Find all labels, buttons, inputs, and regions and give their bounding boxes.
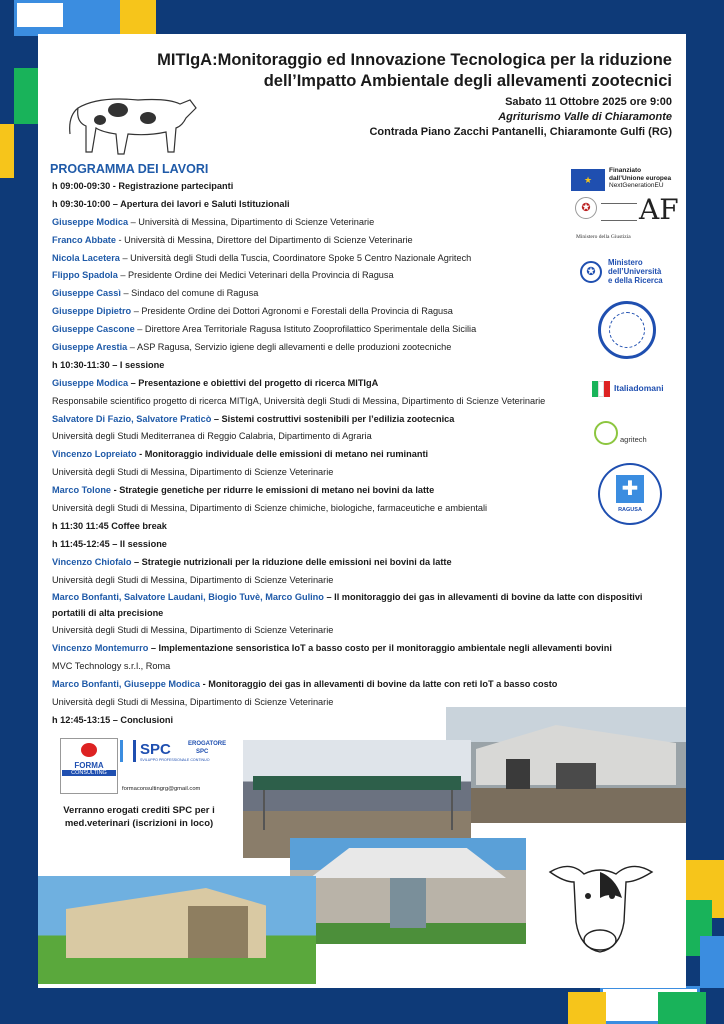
program-row: [52, 411, 652, 429]
program-row: [52, 518, 652, 536]
program-row: [52, 622, 652, 640]
event-title: [112, 50, 672, 92]
spc-dna-icon: [120, 740, 136, 762]
program-row-text: – Direttore Area Territoriale Ragusa Istituto Zooprofilattico Sperimentale della Sicilia: [134, 324, 477, 335]
eu-line3: NextGenerationEU: [609, 182, 664, 189]
italiadomani-logo: [592, 379, 672, 401]
program-row: [52, 393, 652, 411]
program-row: [52, 303, 652, 321]
program-list: [52, 178, 652, 730]
program-row-text: Università degli Studi di Messina, Dipartimento di Scienze Veterinarie: [52, 467, 334, 478]
program-row: [52, 321, 652, 339]
program-row-text: – Università di Messina, Dipartimento di Scienze Veterinarie: [128, 216, 375, 227]
speaker-name: Marco Bonfanti, Giuseppe Modica: [52, 679, 201, 690]
spc-sub: SVILUPPO PROFESSIONALE CONTINUO: [140, 758, 210, 762]
deco-square-topleft-white: [14, 0, 66, 30]
credit-line1: Verranno erogati crediti SPC per i: [63, 805, 215, 816]
event-date: Sabato 11 Ottobre 2025 ore 9:00: [505, 96, 672, 108]
program-row-text: – Implementazione sensoristica IoT a basso costo per il monitoraggio ambientale negli allevamenti bovini: [148, 643, 612, 654]
speaker-name: Giuseppe Dipietro: [52, 306, 132, 317]
program-row-text: – Presidente Ordine dei Dottori Agronomi e Forestali della Provincia di Ragusa: [131, 306, 453, 317]
program-row-text: h 09:00-09:30 - Registrazione partecipanti: [52, 181, 234, 191]
program-row-text: – Università degli Studi della Tuscia, Coordinatore Spoke 5 Centro Nazionale Agritech: [119, 252, 472, 263]
event-address: Contrada Piano Zacchi Pantanelli, Chiaramonte Gulfi (RG): [369, 126, 672, 138]
italy-emblem-icon: ✪: [575, 197, 597, 219]
program-row-text: h 10:30-11:30 – I sessione: [52, 359, 165, 370]
speaker-name: Giuseppe Modica: [52, 377, 129, 388]
program-row-text: – Presentazione e obiettivi del progetto di ricerca MITIgA: [128, 377, 379, 388]
speaker-name: Flippo Spadola: [52, 270, 118, 281]
program-row: [52, 658, 652, 676]
eu-line1: Finanziato: [609, 167, 642, 174]
barn-photo-center: [290, 838, 526, 944]
mur-line1: Ministero: [608, 258, 643, 267]
program-row-text: – ASP Ragusa, Servizio igiene degli allevamenti e delle produzioni zootecniche: [127, 342, 452, 353]
program-row-text: Università degli Studi di Messina, Dipartimento di Scienze Veterinarie: [52, 625, 334, 636]
program-row: [52, 500, 652, 518]
program-row: [52, 232, 652, 250]
spc-title: SPC: [140, 741, 171, 758]
program-row-text: h 11:30 11:45 Coffee break: [52, 520, 167, 531]
program-row: [52, 214, 652, 232]
speaker-name: Giuseppe Arestia: [52, 342, 128, 353]
program-row-text: Università degli Studi di Messina, Dipartimento di Scienze Veterinarie: [52, 697, 334, 708]
program-row: [52, 640, 652, 658]
program-row-text: - Strategie genetiche per ridurre le emissioni di metano nei bovini da latte: [111, 485, 435, 496]
program-row: [52, 339, 652, 357]
program-row: [52, 267, 652, 285]
ordine-agronomi-logo: [571, 193, 681, 233]
program-row-text: Università degli Studi di Messina, Dipartimento di Scienze Veterinarie: [52, 574, 334, 585]
mur-line2: dell’Università: [608, 267, 662, 276]
spc-email: formaconsultingrg@gmail.com: [122, 786, 201, 792]
program-row: [52, 428, 652, 446]
ordine-lines: [601, 203, 637, 221]
speaker-name: Giuseppe Cascone: [52, 324, 135, 335]
program-row-text: – Sistemi costruttivi sostenibili per l’edilizia zootecnica: [211, 413, 455, 424]
speaker-name: Vincenzo Lopreiato: [52, 449, 137, 460]
mur-line3: e della Ricerca: [608, 276, 663, 285]
deco-square-right-blue: [700, 936, 724, 988]
speaker-name: Salvatore Di Fazio, Salvatore Praticò: [52, 413, 212, 424]
program-row: [52, 536, 652, 554]
spc-logo: [118, 738, 236, 798]
mur-emblem-icon: ✪: [580, 261, 602, 283]
program-row: [52, 375, 652, 393]
speaker-name: Franco Abbate: [52, 234, 116, 245]
deco-square-bottom-green: [658, 992, 706, 1024]
forma-label: FORMA: [74, 761, 104, 770]
program-row-text: h 11:45-12:45 – II sessione: [52, 538, 167, 549]
program-row-text: h 09:30-10:00 – Apertura dei lavori e Saluti Istituzionali: [52, 198, 290, 209]
mur-logo: [580, 257, 680, 289]
program-row-text: Università degli Studi di Messina, Dipartimento di Scienze chimiche, biologiche, farmaceutiche e ambientali: [52, 503, 488, 514]
eu-flag-icon: ★: [571, 169, 605, 191]
deco-square-topleft-yellow: [120, 0, 156, 34]
program-row: [52, 676, 652, 694]
barn-photo-top-right: [446, 707, 686, 823]
program-row-text: - Monitoraggio individuale delle emissioni di metano nei ruminanti: [136, 449, 429, 460]
ordine-label: RAGUSA: [618, 507, 642, 513]
program-row: [52, 482, 652, 500]
caduceus-icon: ✚: [616, 475, 644, 503]
speaker-name: Giuseppe Cassì: [52, 288, 121, 299]
event-title-line1: MITIgA:Monitoraggio ed Innovazione Tecnologica per la riduzione: [157, 51, 672, 69]
speaker-name: Giuseppe Modica: [52, 216, 129, 227]
program-row: [52, 250, 652, 268]
italiadomani-label: Italiadomani: [614, 383, 664, 393]
agritech-logo: [594, 419, 664, 451]
cow-head-illustration: [540, 852, 660, 958]
speaker-name: Vincenzo Chiofalo: [52, 556, 132, 567]
program-row: [52, 357, 652, 375]
program-row-text: – Sindaco del comune di Ragusa: [120, 288, 259, 299]
deco-square-left-yellow: [0, 124, 14, 178]
program-row-text: Università degli Studi Mediterranea di Reggio Calabria, Dipartimento di Agraria: [52, 431, 372, 442]
program-row-text: – Presidente Ordine dei Medici Veterinari della Provincia di Ragusa: [117, 270, 394, 281]
eu-line2: dall’Unione europea: [609, 174, 672, 182]
eu-logo: [571, 167, 681, 193]
spc-erog1: EROGATORE: [188, 741, 227, 747]
ordine-veterinari-seal: [598, 463, 662, 525]
program-row-text: - Monitoraggio dei gas in allevamenti di bovine da latte con reti IoT a basso costo: [200, 679, 558, 690]
speaker-name: Vincenzo Montemurro: [52, 643, 149, 654]
program-row-text: MVC Technology s.r.l., Roma: [52, 661, 171, 672]
program-row: [52, 572, 652, 590]
unime-seal: [598, 301, 656, 359]
barn-photo-bottom-left: [38, 876, 316, 984]
deco-square-bottom-yellow: [568, 992, 606, 1024]
giustizia-label: Ministero della Giustizia: [576, 234, 631, 240]
forma-icon: [81, 743, 97, 757]
program-row-text: – Il monitoraggio dei gas in allevamenti di bovine da latte con dispositivi portatili di alta precisione: [52, 592, 643, 618]
speaker-name: Marco Tolone: [52, 485, 112, 496]
program-title: PROGRAMMA DEI LAVORI: [50, 162, 209, 176]
speaker-name: Marco Bonfanti, Salvatore Laudani, Biogio Tuvè, Marco Gulino: [52, 592, 324, 603]
program-row: [52, 196, 652, 214]
credit-line2: med.veterinari (iscrizioni in loco): [64, 818, 214, 829]
program-row: [52, 589, 652, 622]
program-row-text: h 12:45-13:15 – Conclusioni: [52, 714, 174, 725]
credit-note: [54, 804, 224, 830]
forma-consulting-logo: [60, 738, 118, 794]
program-row: [52, 554, 652, 572]
spc-erog2: SPC: [196, 749, 209, 755]
program-row-text: – Strategie nutrizionali per la riduzione delle emissioni nei bovini da latte: [131, 556, 452, 567]
program-row: [52, 285, 652, 303]
speaker-name: Nicola Lacetera: [52, 252, 120, 263]
event-venue: Agriturismo Valle di Chiaramonte: [498, 111, 672, 123]
program-row: [52, 178, 652, 196]
program-row-text: Responsabile scientifico progetto di ricerca MITIgA, Università degli Studi di Messina, Dipartimento di Scienze Veterinarie: [52, 395, 546, 406]
program-row: [52, 446, 652, 464]
af-mark-icon: AF: [639, 193, 679, 226]
seal-inner-icon: [609, 312, 645, 348]
agritech-leaf-icon: [594, 421, 618, 445]
program-row: [52, 464, 652, 482]
agritech-label: agritech: [620, 435, 647, 444]
forma-sub-label: CONSULTING: [62, 770, 116, 776]
program-row-text: - Università di Messina, Direttore del Dipartimento di Scienze Veterinarie: [115, 234, 413, 245]
event-title-line2: dell’Impatto Ambientale degli allevamenti zootecnici: [263, 72, 672, 90]
